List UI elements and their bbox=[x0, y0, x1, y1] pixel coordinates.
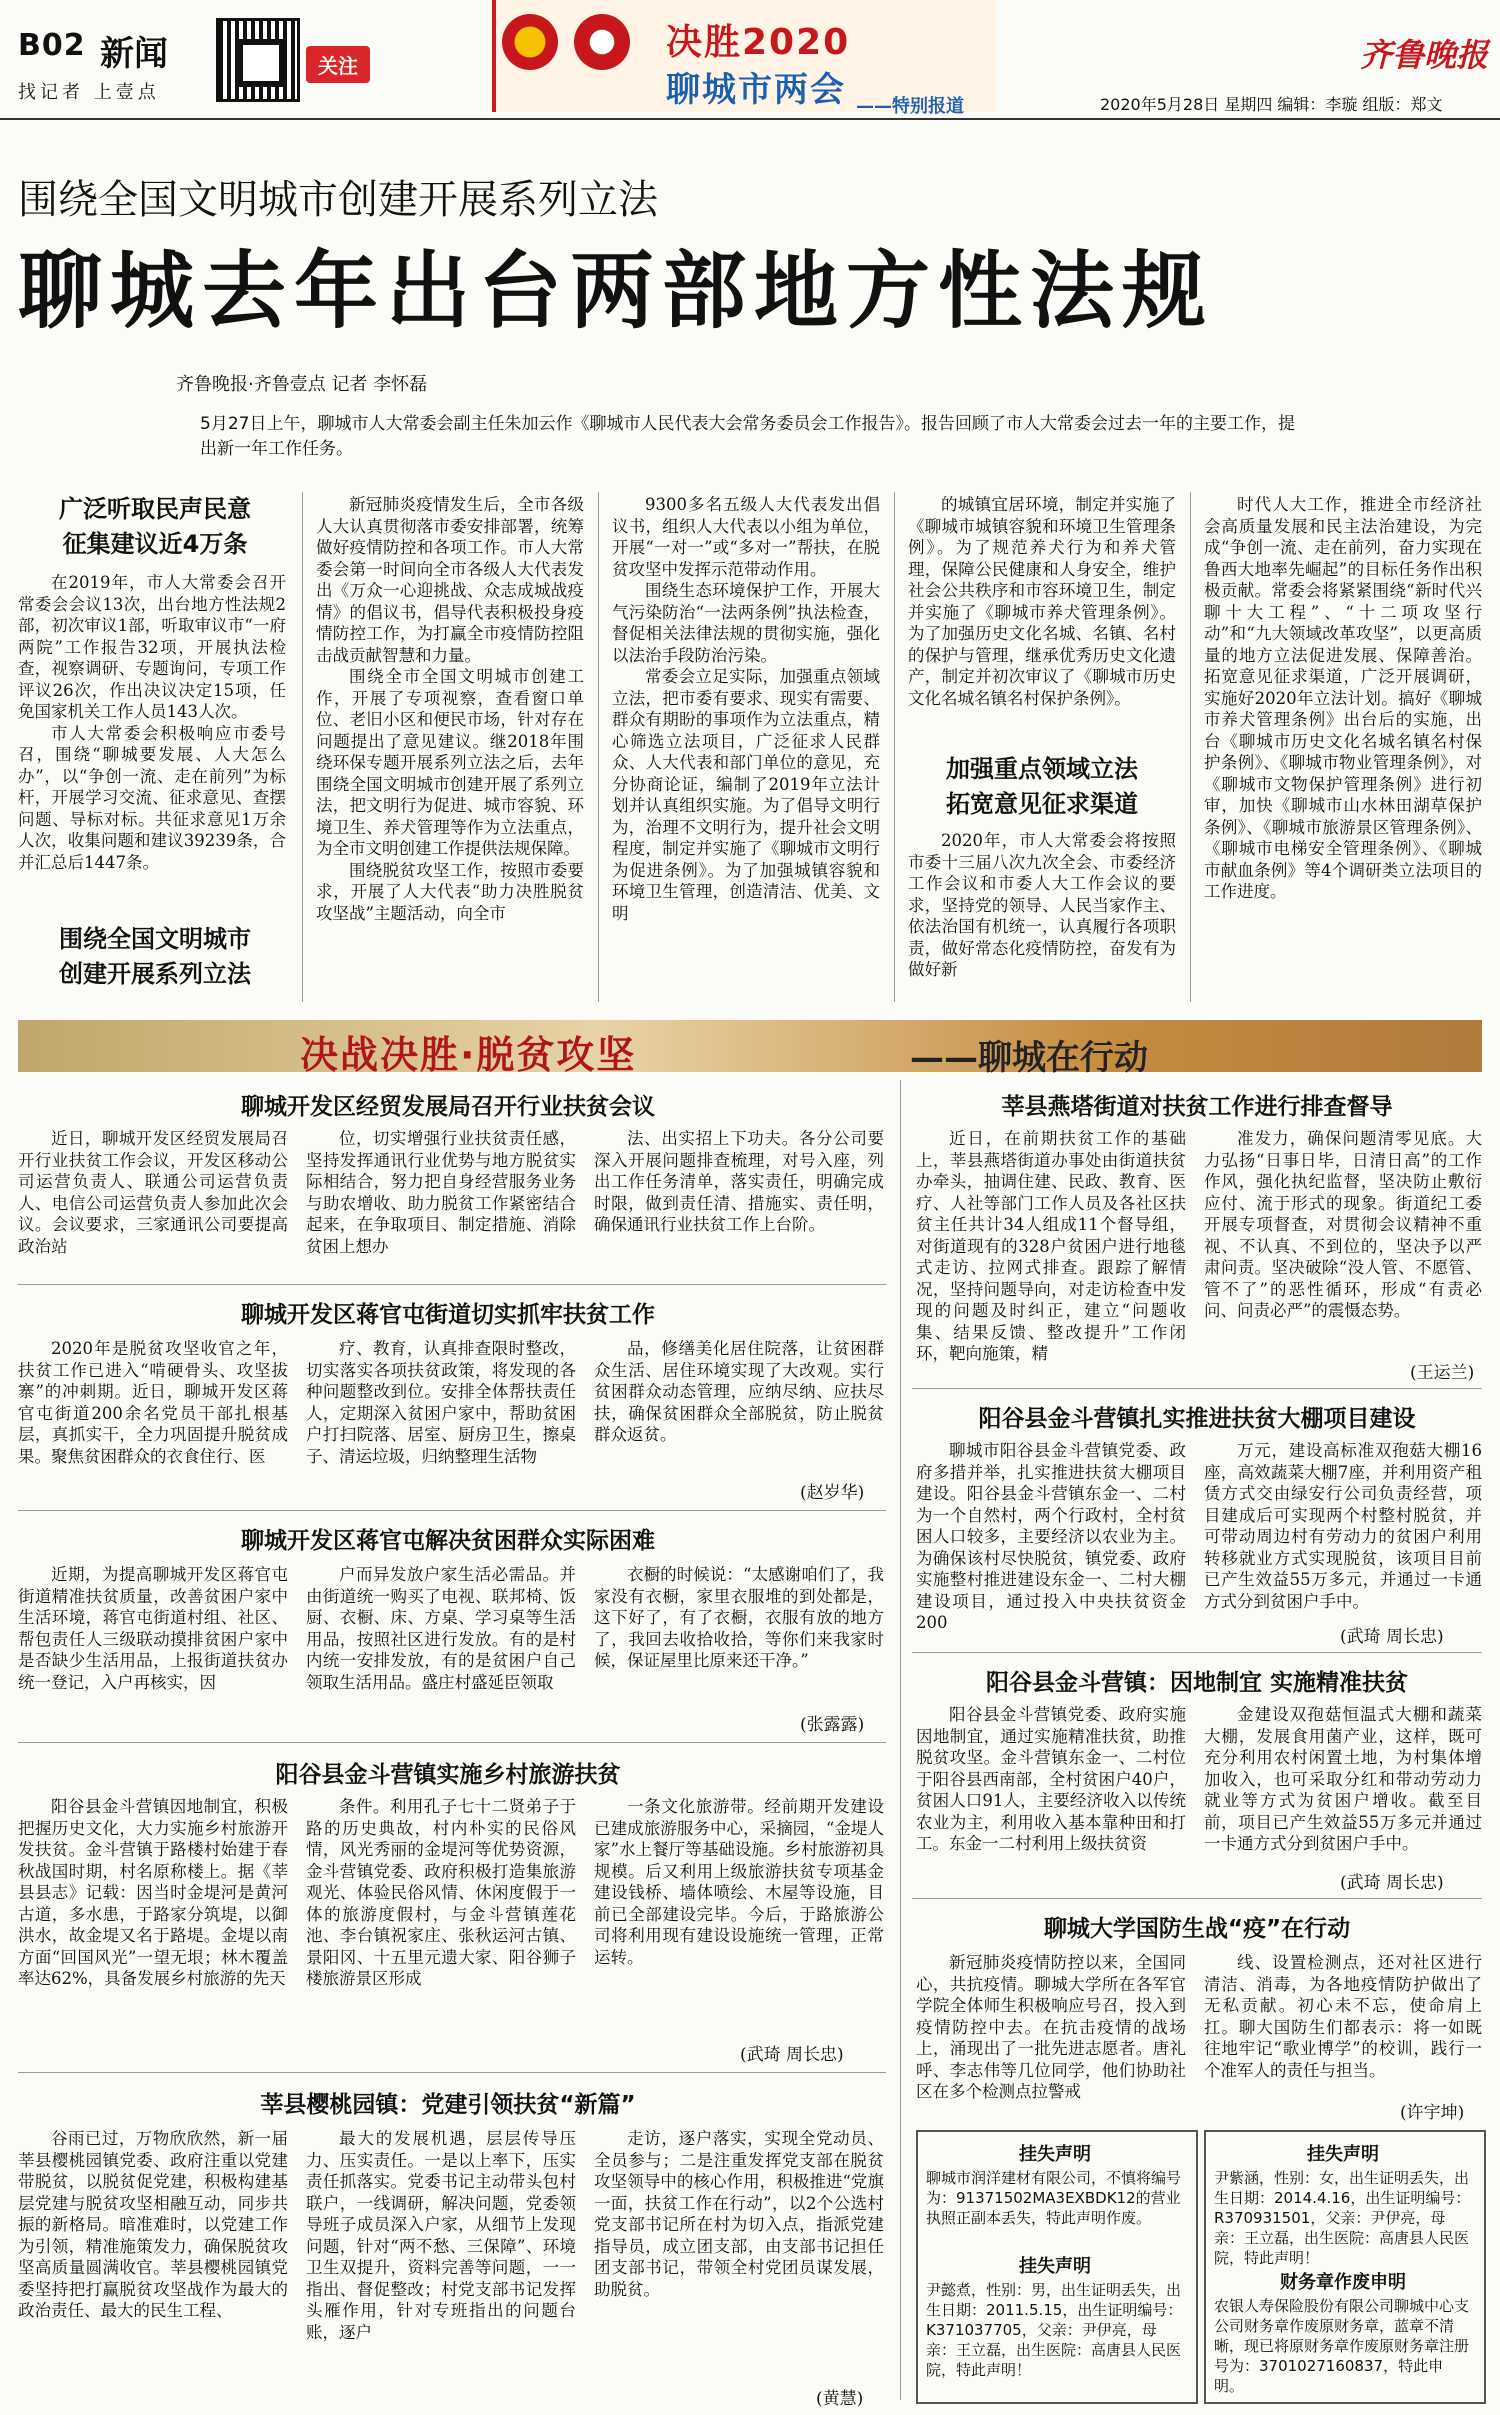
paragraph: 阳谷县金斗营镇因地制宜，积极把握历史文化，大力实施乡村旅游开发扶贫。金斗营镇于路楼村始建于春秋战国时期，村名原称楼上。据《莘县县志》记载：因当时金堤河是黄河古道，多水患，于路家分筑堤，以御洪水，故金堤又名于路堤。金堤以南方面“回国风光”一望无垠；林木覆盖率达62%，具备发展乡村旅游的先天 bbox=[18, 1797, 288, 1988]
notice-body: 尹紫涵，性别：女，出生证明丢失，出生日期：2014.4.16，出生证明编号：R370931501，父亲：尹伊亮，母亲：王立磊，出生医院：高唐县人民医院，特此声明！ bbox=[1214, 2169, 1471, 2267]
article-2-headline: 聊城开发区蒋官屯街道切实抓牢扶贫工作 bbox=[241, 1302, 655, 1328]
section-divider bbox=[900, 1080, 901, 2400]
byline: 齐鲁晚报·齐鲁壹点 记者 李怀磊 bbox=[176, 374, 428, 395]
article-1-headline: 聊城开发区经贸发展局召开行业扶贫会议 bbox=[241, 1094, 655, 1120]
article-b3-col-1 bbox=[916, 1704, 1186, 1855]
article-2-col-3 bbox=[594, 1338, 884, 1446]
column-3 bbox=[612, 494, 880, 924]
article-4-col-2 bbox=[306, 1796, 576, 1990]
article-b1-col-2 bbox=[1204, 1128, 1482, 1322]
notice-title: 挂失声明 bbox=[1307, 2144, 1379, 2165]
article-3-col-3 bbox=[594, 1564, 884, 1672]
date-editor-line: 2020年5月28日 星期四 编辑：李璇 组版：郑文 bbox=[1100, 95, 1443, 114]
paragraph: 万元，建设高标准双孢菇大棚16座，高效蔬菜大棚7座，并利用资产租赁方式交由绿安行公司负责经营，项目建成后可实现两个村整村脱贫，并可带动周边村有劳动力的贫困户利用转移就业方式实现脱贫，该项目目前已产生效益55万多元，并通过一卡通方式分到贫困户手中。 bbox=[1204, 1441, 1482, 1611]
poverty-section-banner bbox=[18, 1020, 1482, 1072]
article-b1-credit: (王运兰) bbox=[1410, 1363, 1475, 1383]
paragraph: 围绕生态环境保护工作，开展大气污染防治“一法两条例”执法检查，督促相关法律法规的贯彻实施，强化以法治手段防治污染。 bbox=[612, 581, 880, 665]
paragraph: 谷雨已过，万物欣欣然，新一届莘县樱桃园镇党委、政府注重以党建带脱贫，以脱贫促党建，积极构建基层党建与脱贫攻坚相融互动，同步共振的新格局。暗准难时，以党建工作为引领，精准施策发力，确保脱贫攻坚高质量圆满收官。莘县樱桃园镇党委坚持把打赢脱贫攻坚战作为最大的政治责任、最大的民生工程、 bbox=[18, 2129, 288, 2320]
headline-title: 聊城去年出台两部地方性法规 bbox=[18, 242, 1215, 340]
subhead-3-line1: 加强重点领域立法 bbox=[946, 755, 1138, 783]
paragraph: 线、设置检测点，还对社区进行清洁、消毒，为各地疫情防护做出了无私贡献。初心未不忘，使命肩上扛。聊大国防生们都表示：将一如既往地牢记“歌业博学”的校训，践行一个准军人的责任与担当。 bbox=[1204, 1953, 1482, 2080]
article-divider bbox=[18, 1510, 886, 1511]
article-b2-headline: 阳谷县金斗营镇扎实推进扶贫大棚项目建设 bbox=[978, 1406, 1416, 1432]
article-3-headline: 聊城开发区蒋官屯解决贫困群众实际困难 bbox=[241, 1528, 655, 1554]
paragraph: 一条文化旅游带。经前期开发建设已建成旅游服务中心，采摘园，“金堤人家”水上餐厅等基础设施。乡村旅游初具规模。后又利用上级旅游扶贫专项基金建设钱桥、墙体喷绘、木屋等设施，目前已全部建设完毕。今后，于路旅游公司将利用现有建设设施统一管理，正常运转。 bbox=[594, 1797, 884, 1967]
article-divider bbox=[18, 1284, 886, 1285]
banner-subtitle: ——特别报道 bbox=[856, 96, 964, 117]
paragraph: 近期，为提高聊城开发区蒋官屯街道精准扶贫质量，改善贫困户家中生活环境，蒋官屯街道村组、社区、帮包责任人三级联动摸排贫困户家中是否缺少生活用品，上报街道扶贫办统一登记，入户再核实，因 bbox=[18, 1565, 288, 1692]
notice-body: 尹懿煮，性别：男，出生证明丢失，出生日期：2011.5.15，出生证明编号：K371037705，父亲：尹伊亮，母亲：王立磊，出生医院：高唐县人民医院，特此声明！ bbox=[926, 2281, 1183, 2379]
article-3-credit: (张露露) bbox=[800, 1715, 865, 1735]
paragraph: 新冠肺炎疫情发生后，全市各级人大认真贯彻落市委安排部署，统筹做好疫情防控和各项工作。市人大常委会第一时间向全市各级人大代表发出《万众一心迎挑战、众志成城战疫情》的倡议书，倡导代表积极投身疫情防控工作，为打赢全市疫情防控阻击战贡献智慧和力量。 bbox=[316, 495, 584, 665]
subhead-2-line2: 创建开展系列立法 bbox=[59, 960, 251, 988]
paragraph: 2020年是脱贫攻坚收官之年，扶贫工作已进入“啃硬骨头、攻坚拔寨”的冲刺期。近日，聊城开发区蒋官屯街道200余名党员干部扎根基层，真抓实干，全力巩固提升脱贫成果。聚焦贫困群众的衣食住行、医 bbox=[18, 1339, 288, 1466]
article-divider bbox=[912, 1652, 1482, 1653]
article-b2-credit: (武琦 周长忠) bbox=[1340, 1627, 1444, 1647]
column-divider bbox=[894, 492, 895, 1002]
article-b4-headline: 聊城大学国防生战“疫”在行动 bbox=[1043, 1916, 1351, 1942]
column-2 bbox=[316, 494, 584, 924]
page-number: B02 bbox=[18, 28, 86, 63]
article-b4-col-1 bbox=[916, 1952, 1186, 2103]
paragraph: 条件。利用孔子七十二贤弟子于路的历史典故，村内朴实的民俗风情，风光秀丽的金堤河等优势资源，金斗营镇党委、政府积极打造集旅游观光、体验民俗风情、休闲度假于一体的旅游度假村，与金斗营镇莲花池、李台镇祝家庄、张秋运河古镇、景阳冈、十五里元遗大家、阳谷狮子楼旅游景区形成 bbox=[306, 1797, 576, 1988]
article-b3-credit: (武琦 周长忠) bbox=[1340, 1873, 1444, 1893]
notice-title: 挂失声明 bbox=[1019, 2144, 1091, 2165]
subhead-3 bbox=[916, 752, 1168, 822]
paragraph: 位，切实增强行业扶贫责任感，坚持发挥通讯行业优势与地方脱贫实际相结合，努力把自身经营服务业务与助农增收、助力脱贫工作紧密结合起来，在争取项目、制定措施、消除贫困上想办 bbox=[306, 1129, 576, 1256]
paper-logo: 齐鲁晚报 bbox=[1360, 36, 1489, 74]
paragraph: 的城镇宜居环境，制定并实施了《聊城市城镇容貌和环境卫生管理条例》。为了规范养犬行为和养犬管理，保障公民健康和人身安全，维护社会公共秩序和市容环境卫生，制定并实施了《聊城市养犬管理条例》。为了加强历史文化名城、名镇、名村的保护与管理，继承优秀历史文化遗产，制定并初次审议了《聊城市历史文化名城名镇名村保护条例》。 bbox=[908, 495, 1176, 708]
paragraph: 户而异发放户家生活必需品。并由街道统一购买了电视、联邦椅、饭厨、衣橱、床、方桌、学习桌等生活用品，按照社区进行发放。有的是村内统一安排发放，有的是贫困户自己领取生活用品。盛庄村盛延臣领取 bbox=[306, 1565, 576, 1692]
cppcc-emblem-icon bbox=[574, 14, 630, 70]
paragraph: 时代人大工作，推进全市经济社会高质量发展和民主法治建设，为完成“争创一流、走在前列，奋力实现在鲁西大地率先崛起”的目标任务作出积极贡献。常委会将紧紧围绕“新时代兴聊十大工程”、“十二项攻坚行动”和“九大领域改革攻坚”，以更高质量的地方立法促进发展、保障善治。拓宽意见征求渠道，广泛开展调研，实施好2020年立法计划。搞好《聊城市养犬管理条例》出台后的实施，出台《聊城市历史文化名城名镇名村保护条例》、《聊城市物业管理条例》，对《聊城市文物保护管理条例》进行初审，加快《聊城市山水林田湖草保护条例》、《聊城市旅游景区管理条例》、《聊城市电梯安全管理条例》、《聊城市献血条例》等4个调研类立法项目的工作进度。 bbox=[1204, 495, 1482, 901]
paragraph: 品，修缮美化居住院落，让贫困群众生活、居住环境实现了大改观。实行贫困群众动态管理，应纳尽纳、应扶尽扶，确保贫困群众全部脱贫，防止脱贫群众返贫。 bbox=[594, 1339, 884, 1444]
notice-body: 聊城市润洋建材有限公司，不慎将编号为：91371502MA3EXBDK12的营业执照正副本丢失，特此声明作废。 bbox=[926, 2169, 1182, 2227]
banner-title-2: 聊城市两会 bbox=[666, 70, 846, 110]
headline-kicker: 围绕全国文明城市创建开展系列立法 bbox=[18, 177, 658, 223]
article-1-col-3 bbox=[594, 1128, 884, 1236]
article-3-col-1 bbox=[18, 1564, 288, 1693]
column-5 bbox=[1204, 494, 1482, 903]
national-emblem-icon bbox=[502, 14, 558, 70]
column-divider bbox=[1190, 492, 1191, 1002]
paragraph: 围绕脱贫攻坚工作，按照市委要求，开展了人大代表“助力决胜脱贫攻坚战”主题活动，向全市 bbox=[316, 860, 584, 923]
article-b2-col-1 bbox=[916, 1440, 1186, 1634]
paragraph: 新冠肺炎疫情防控以来，全国同心，共抗疫情。聊城大学所在各军官学院全体师生积极响应号召，投入到疫情防控中去。在抗击疫情的战场上，涌现出了一批先进志愿者。唐礼呼、李志伟等几位同学，他们协助社区在多个检测点拉警戒 bbox=[916, 1953, 1186, 2101]
paragraph: 2020年，市人大常委会将按照市委十三届八次九次全会、市委经济工作会议和市委人大工作会议的要求，坚持党的领导、人民当家作主、依法治国有机统一，认真履行各项职责，做好常态化疫情防控，奋发有为做好新 bbox=[908, 831, 1176, 979]
article-b1-headline: 莘县燕塔街道对扶贫工作进行排查督导 bbox=[1001, 1094, 1393, 1120]
lead-paragraph: 5月27日上午，聊城市人大常委会副主任朱加云作《聊城市人民代表大会常务委员会工作报告》。报告回顾了市人大常委会过去一年的主要工作，提出新一年工作任务。 bbox=[200, 414, 1295, 459]
paragraph: 常委会立足实际，加强重点领域立法，把市委有要求、现实有需要、群众有期盼的事项作为立法重点，精心筛选立法项目，广泛征求人民群众、人大代表和部门单位的意见，充分协商论证，编制了2019年立法计划并认真组织实施。为了倡导文明行为，治理不文明行为，提升社会文明程度，制定并实施了《聊城市文明行为促进条例》。为了加强城镇容貌和环境卫生管理，创造清洁、优美、文明 bbox=[612, 667, 880, 923]
paragraph: 在2019年，市人大常委会召开常委会会议13次，出台地方性法规2部，初次审议1部，听取审议市“一府两院”工作报告32项，开展执法检查，视察调研、专题询问，专项工作评议26次，作出决议决定15项，任免国家机关工作人员143人次。 bbox=[18, 573, 286, 721]
paragraph: 准发力，确保问题清零见底。大力弘扬“日事日毕，日清日高”的工作作风，强化执纪监督，坚决防止敷衍应付、流于形式的现象。街道纪工委开展专项督查，对贯彻会议精神不重视、不认真、不到位的，坚决予以严肃问责。坚决破除“没人管、不愿管、管不了”的恶性循环，形成“有责必问、问责必严”的震慑态势。 bbox=[1204, 1129, 1482, 1320]
article-4-col-1 bbox=[18, 1796, 288, 1990]
article-divider bbox=[912, 1898, 1482, 1899]
column-divider bbox=[598, 492, 599, 1002]
paragraph: 阳谷县金斗营镇党委、政府实施因地制宜，通过实施精准扶贫，助推脱贫攻坚。金斗营镇东金一、二村位于阳谷县西南部，全村贫困户40户，贫困人口91人，主要经济收入以传统农业为主，利用收入基本靠种田和打工。东金一二村利用上级扶贫资 bbox=[916, 1705, 1186, 1853]
qr-code-icon[interactable] bbox=[216, 18, 300, 102]
article-5-col-3 bbox=[594, 2128, 884, 2300]
article-1-col-2 bbox=[306, 1128, 576, 1257]
notice-body: 农银人寿保险股份有限公司聊城中心支公司财务章作废原财务章，蓝章不清晰，现已将原财务章作废原财务章注册号为：3701027160837，特此申明。 bbox=[1214, 2297, 1470, 2395]
article-4-headline: 阳谷县金斗营镇实施乡村旅游扶贫 bbox=[275, 1762, 621, 1788]
article-3-col-2 bbox=[306, 1564, 576, 1693]
editor-line: 找记者 上壹点 bbox=[18, 82, 160, 103]
article-b1-col-1 bbox=[916, 1128, 1186, 1365]
paragraph: 法、出实招上下功夫。各分公司要深入开展问题排查梳理，对号入座，列出工作任务清单，落实责任，明确完成时限，做到责任清、措施实、责任明，确保通讯行业扶贫工作上台阶。 bbox=[594, 1129, 884, 1234]
article-divider bbox=[18, 1742, 886, 1743]
article-4-col-3 bbox=[594, 1796, 884, 1968]
column-4b bbox=[908, 830, 1176, 981]
section-name: 新闻 bbox=[100, 34, 168, 74]
article-4-credit: (武琦 周长忠) bbox=[740, 2045, 844, 2065]
paragraph: 金建设双孢菇恒温式大棚和蔬菜大棚，发展食用菌产业，这样，既可充分利用农村闲置土地，为村集体增加收入，也可采取分红和带动劳动力就业等方式为贫困户增收。截至目前，项目已产生效益55万多元并通过一卡通方式分到贫困户手中。 bbox=[1204, 1705, 1482, 1853]
notice-title: 财务章作废申明 bbox=[1280, 2272, 1406, 2293]
article-b3-col-2 bbox=[1204, 1704, 1482, 1855]
paragraph: 衣橱的时候说：“太感谢咱们了，我家没有衣橱，家里衣服堆的到处都是，这下好了，有了衣橱，衣服有放的地方了，我回去收拾收拾，等你们来我家时候，保证屋里比原来还干净。” bbox=[594, 1565, 884, 1670]
paragraph: 围绕全市全国文明城市创建工作，开展了专项视察，查看窗口单位、老旧小区和便民市场，针对存在问题提出了意见建议。继2018年围绕环保专题开展系列立法之后，去年围绕全国文明城市创建开展了系列立法，把文明行为促进、城市容貌、环境卫生、养犬管理等作为立法重点，为全市文明创建工作提供法规保障。 bbox=[316, 667, 584, 858]
banner-title-1: 决胜2020 bbox=[666, 22, 851, 63]
notice-title: 挂失声明 bbox=[1019, 2256, 1091, 2277]
article-2-col-1 bbox=[18, 1338, 288, 1467]
article-b4-credit: (许宇坤) bbox=[1400, 2103, 1465, 2123]
article-5-col-2 bbox=[306, 2128, 576, 2343]
subhead-2 bbox=[30, 922, 280, 992]
column-divider bbox=[302, 492, 303, 1002]
paragraph: 市人大常委会积极响应市委号召，围绕“聊城要发展、人大怎么办”，以“争创一流、走在前列”为标杆，开展学习交流、征求意见、查摆问题、导标对标。共征求意见1万余人次，收集问题和建议39239条，合并汇总后1447条。 bbox=[18, 723, 286, 872]
article-divider bbox=[912, 1388, 1482, 1389]
article-2-col-2 bbox=[306, 1338, 576, 1467]
article-divider bbox=[18, 2072, 886, 2073]
subhead-1-line1: 广泛听取民声民意 bbox=[59, 495, 251, 523]
paragraph: 疗、教育，认真排查限时整改，切实落实各项扶贫政策，将发现的各种问题整改到位。安排全体帮扶责任人，定期深入贫困户家中，帮助贫困户打扫院落、居室、厨房卫生，擦桌子、清运垃圾，归纳整理生活物 bbox=[306, 1339, 576, 1466]
article-b3-headline: 阳谷县金斗营镇：因地制宜 实施精准扶贫 bbox=[985, 1670, 1408, 1696]
column-4 bbox=[908, 494, 1176, 709]
article-2-credit: (赵岁华) bbox=[800, 1483, 865, 1503]
article-b4-col-2 bbox=[1204, 1952, 1482, 2081]
follow-button[interactable]: 关注 bbox=[306, 46, 370, 83]
article-1-col-1 bbox=[18, 1128, 288, 1257]
paragraph: 9300多名五级人大代表发出倡议书，组织人大代表以小组为单位，开展“一对一”或“多对一”帮扶，在脱贫攻坚中发挥示范带动作用。 bbox=[612, 495, 880, 579]
paragraph: 最大的发展机遇，层层传导压力、压实责任。一是以上率下，压实责任抓落实。党委书记主动带头包村联户，一线调研，解决问题，党委领导班子成员深入户家，从细节上发现问题，针对“两不愁、三保障”、环境卫生双提升，资料完善等问题，一一指出、督促整改；村党支部书记发挥头雁作用，针对专班指出的问题台账，逐户 bbox=[306, 2129, 576, 2342]
column-1 bbox=[18, 572, 286, 873]
paragraph: 走访，逐户落实，实现全党动员、全员参与；二是注重发挥党支部在脱贫攻坚领导中的核心作用，积极推进“党旗一面，扶贫工作在行动”，以2个公选村党支部书记所在村为切入点，指派党建指导员，成立团支部，由支部书记担任团支部书记，带领全村党团员谋发展，助脱贫。 bbox=[594, 2129, 884, 2299]
paragraph: 近日，在前期扶贫工作的基础上，莘县燕塔街道办事处由街道扶贫办牵头，抽调住建、民政、教育、医疗、人社等部门工作人员及各社区扶贫主任共计34人组成11个督导组，对街道现有的328户贫困户进行地毯式走访、拉网式排查。跟踪了解情况，坚持问题导向，对走访检查中发现的问题及时纠正，建立“问题收集、结果反馈、整改提升”工作闭环，靶向施策，精 bbox=[916, 1129, 1186, 1363]
subhead-1-line2: 征集建议近4万条 bbox=[62, 530, 248, 558]
poverty-section-title: 决战决胜·脱贫攻坚 bbox=[300, 1033, 637, 1077]
subhead-1 bbox=[30, 492, 280, 562]
article-5-headline: 莘县樱桃园镇：党建引领扶贫“新篇” bbox=[260, 2092, 636, 2118]
paragraph: 近日，聊城开发区经贸发展局召开行业扶贫工作会议，开发区移动公司运营负责人、联通公司运营负责人、电信公司运营负责人参加此次会议。会议要求，三家通讯公司要提高政治站 bbox=[18, 1129, 288, 1256]
article-b2-col-2 bbox=[1204, 1440, 1482, 1612]
subhead-3-line2: 拓宽意见征求渠道 bbox=[946, 790, 1138, 818]
paragraph: 聊城市阳谷县金斗营镇党委、政府多措并举，扎实推进扶贫大棚项目建设。阳谷县金斗营镇东金一、二村为一个自然村，两个行政村，全村贫困人口较多，主要经济以农业为主。为确保该村尽快脱贫，镇党委、政府实施整村推进建设东金一、二村大棚建设项目，通过投入中央扶贫资金200 bbox=[916, 1441, 1186, 1632]
article-5-credit: (黄慧) bbox=[816, 2389, 864, 2409]
subhead-2-line1: 围绕全国文明城市 bbox=[59, 925, 251, 953]
article-5-col-1 bbox=[18, 2128, 288, 2322]
poverty-section-subtitle: ——聊城在行动 bbox=[910, 1038, 1148, 1078]
